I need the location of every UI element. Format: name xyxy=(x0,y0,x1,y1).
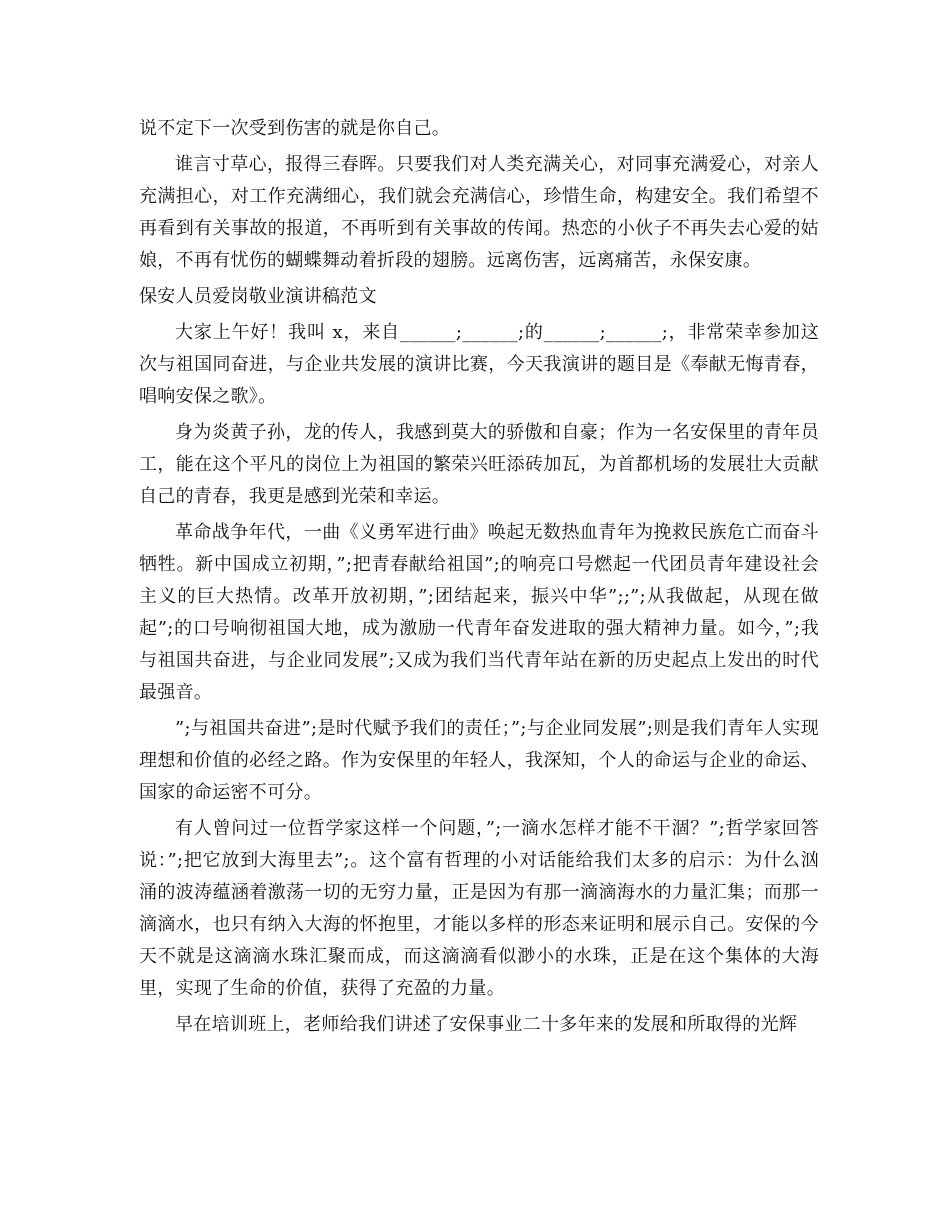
paragraph: 身为炎黄子孙，龙的传人，我感到莫大的骄傲和自豪；作为一名安保里的青年员工，能在这个平凡的岗位上为祖国的繁荣兴旺添砖加瓦，为首都机场的发展壮大贡献自己的青春，我更是感到光荣和幸运。 xyxy=(139,422,819,507)
section-title: 保安人员爱岗敬业演讲稿范文 xyxy=(139,286,377,307)
paragraph: 早在培训班上，老师给我们讲述了安保事业二十多年来的发展和所取得的光辉 xyxy=(175,1014,798,1035)
paragraph: 有人曾问过一位哲学家这样一个问题，”;一滴水怎样才能不干涸？”;哲学家回答说：”;把它放到大海里去”;。这个富有哲理的小对话能给我们太多的启示：为什么汹涌的波涛蕴涵着激荡一切的无穷力量，正是因为有那一滴滴海水的力量汇集；而那一滴滴水，也只有纳入大海的怀抱里，才能以多样的形态来证明和展示自己。安保的今天不就是这滴滴水珠汇聚而成，而这滴滴看似渺小的水珠，正是在这个集体的大海里，实现了生命的价值，获得了充盈的力量。 xyxy=(139,818,819,999)
paragraph: 革命战争年代，一曲《义勇军进行曲》唤起无数热血青年为挽救民族危亡而奋斗牺牲。新中国成立初期，”;把青春献给祖国”;的响亮口号燃起一代团员青年建设社会主义的巨大热情。改革开放初期，”;团结起来，振兴中华”;;”;从我做起，从现在做起”;的口号响彻祖国大地，成为激励一代青年奋发进取的强大精神力量。如今，”;我与祖国共奋进，与企业同发展”;又成为我们当代青年站在新的历史起点上发出的时代最强音。 xyxy=(139,522,819,703)
paragraph: 谁言寸草心，报得三春晖。只要我们对人类充满关心，对同事充满爱心，对亲人充满担心，对工作充满细心，我们就会充满信心，珍惜生命，构建安全。我们希望不再看到有关事故的报道，不再听到有关事故的传闻。热恋的小伙子不再失去心爱的姑娘，不再有忧伤的蝴蝶舞动着折段的翅膀。远离伤害，远离痛苦，永保安康。 xyxy=(139,154,819,271)
paragraph: ”;与祖国共奋进”;是时代赋予我们的责任；”;与企业同发展”;则是我们青年人实现理想和价值的必经之路。作为安保里的年轻人，我深知，个人的命运与企业的命运、国家的命运密不可分。 xyxy=(139,718,819,803)
document-body xyxy=(139,113,819,1045)
paragraph: 大家上午好！我叫 x，来自______;______;的______;______;，非常荣幸参加这次与祖国同奋进，与企业共发展的演讲比赛，今天我演讲的题目是《奉献无悔青春，唱响安保之歌》。 xyxy=(139,322,819,407)
paragraph-continuation: 说不定下一次受到伤害的就是你自己。 xyxy=(139,118,451,139)
